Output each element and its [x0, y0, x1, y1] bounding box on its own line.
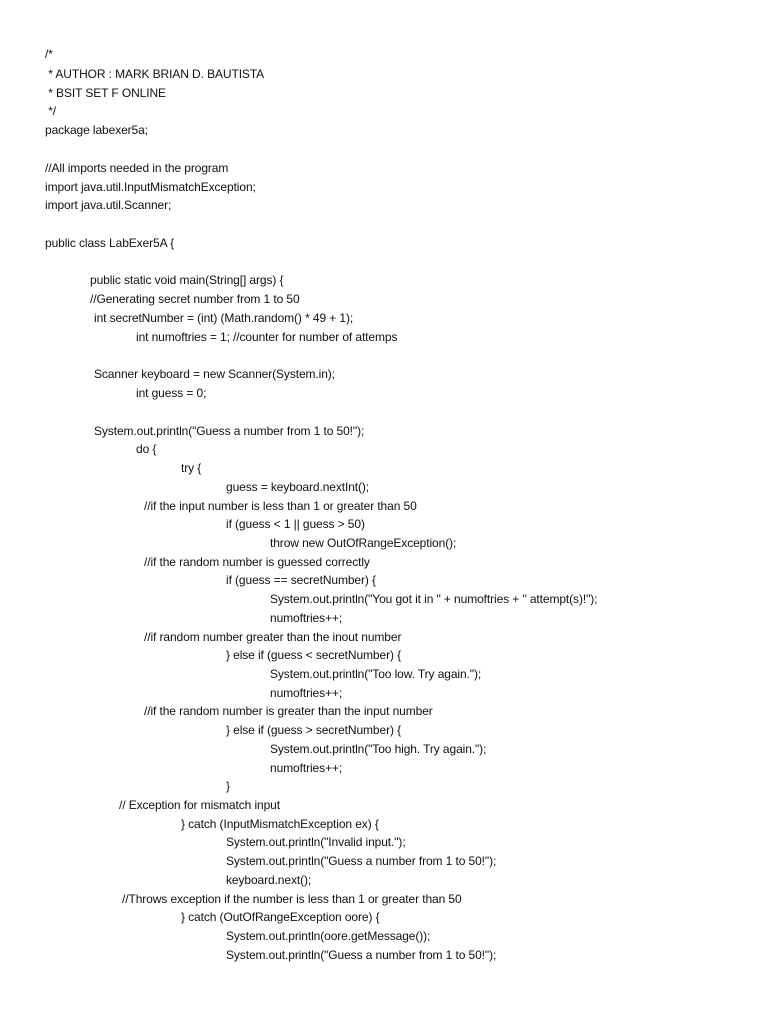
code-line: int numoftries = 1; //counter for number of attemps [136, 330, 398, 344]
code-line: guess = keyboard.nextInt(); [226, 480, 370, 494]
code-line: System.out.println("Guess a number from 1 to 50!"); [94, 424, 365, 438]
code-line: import java.util.Scanner; [45, 198, 172, 212]
code-line: } [226, 779, 230, 793]
code-line: System.out.println("Guess a number from 1 to 50!"); [226, 854, 497, 868]
code-line: // Exception for mismatch input [119, 798, 280, 812]
code-line: numoftries++; [270, 686, 343, 700]
code-line: //Throws exception if the number is less than 1 or greater than 50 [122, 892, 462, 906]
code-line: /* [45, 47, 53, 61]
code-line: System.out.println(oore.getMessage()); [226, 929, 431, 943]
code-line: throw new OutOfRangeException(); [270, 536, 457, 550]
code-line: System.out.println("Invalid input."); [226, 835, 406, 849]
code-line: //Generating secret number from 1 to 50 [90, 292, 300, 306]
code-line: //if the random number is greater than the input number [144, 704, 433, 718]
code-line: keyboard.next(); [226, 873, 312, 887]
code-line: Scanner keyboard = new Scanner(System.in); [94, 367, 335, 381]
code-line: * AUTHOR : MARK BRIAN D. BAUTISTA [45, 67, 265, 81]
code-line: import java.util.InputMismatchException; [45, 180, 256, 194]
code-line: public class LabExer5A { [45, 236, 175, 250]
code-line: } catch (InputMismatchException ex) { [181, 817, 379, 831]
code-line: System.out.println("Too high. Try again."); [270, 742, 487, 756]
code-line: } else if (guess < secretNumber) { [226, 648, 402, 662]
code-line: } catch (OutOfRangeException oore) { [181, 910, 380, 924]
code-line: int guess = 0; [136, 386, 207, 400]
code-line: } else if (guess > secretNumber) { [226, 723, 402, 737]
code-line: System.out.println("Too low. Try again."); [270, 667, 482, 681]
code-line: do { [136, 442, 157, 456]
code-line: */ [45, 104, 57, 118]
code-line: //if the random number is guessed correctly [144, 555, 370, 569]
code-line: * BSIT SET F ONLINE [45, 86, 166, 100]
code-line: if (guess < 1 || guess > 50) [226, 517, 365, 531]
code-line: System.out.println("Guess a number from 1 to 50!"); [226, 948, 497, 962]
code-line: //All imports needed in the program [45, 161, 229, 175]
code-line: System.out.println("You got it in " + numoftries + " attempt(s)!"); [270, 592, 598, 606]
code-line: numoftries++; [270, 761, 343, 775]
code-line: //if random number greater than the inout number [144, 630, 402, 644]
code-line: try { [181, 461, 202, 475]
code-line: public static void main(String[] args) { [90, 273, 284, 287]
code-line: //if the input number is less than 1 or greater than 50 [144, 499, 417, 513]
code-line: int secretNumber = (int) (Math.random() * 49 + 1); [94, 311, 354, 325]
code-line: package labexer5a; [45, 123, 148, 137]
code-line: numoftries++; [270, 611, 343, 625]
code-line: if (guess == secretNumber) { [226, 573, 376, 587]
